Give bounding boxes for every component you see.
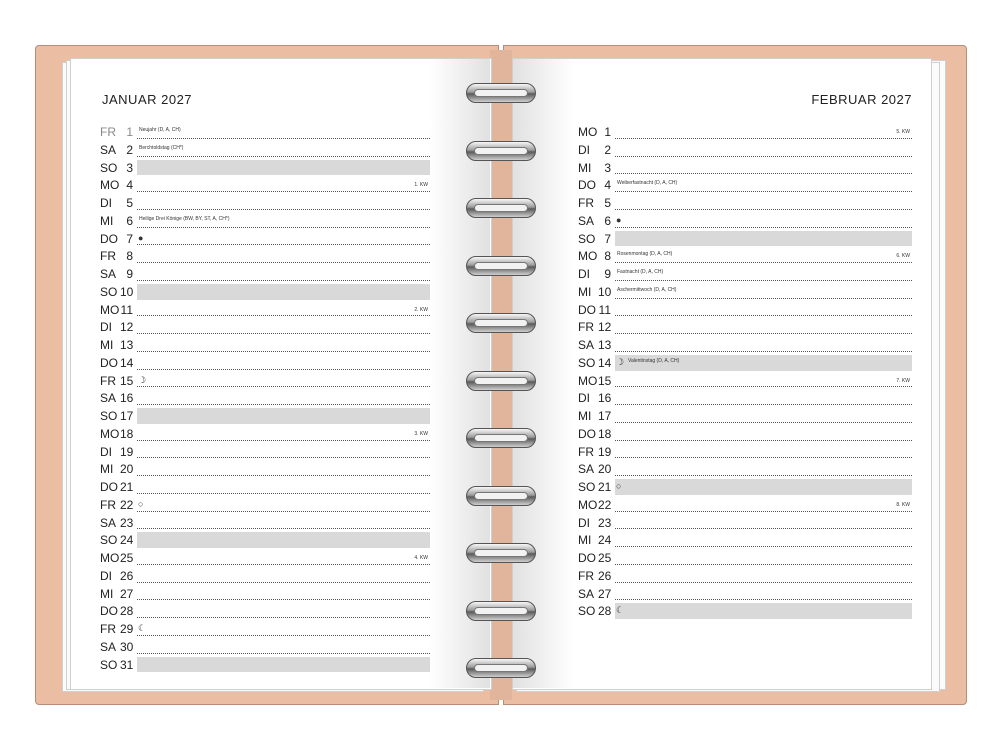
weekday-label: SA xyxy=(100,515,117,530)
day-number: 22 xyxy=(598,497,612,512)
day-row[interactable] xyxy=(100,372,430,390)
day-number: 5 xyxy=(604,196,611,210)
calendar-week-label: 1. KW xyxy=(414,182,428,189)
moon-phase-icon: ☾ xyxy=(616,605,625,616)
writing-line xyxy=(615,479,912,495)
writing-line xyxy=(137,386,430,387)
holiday-note: Weiberfastnacht (D, A, CH) xyxy=(617,180,678,187)
day-row[interactable] xyxy=(100,265,430,283)
weekday-label: SO xyxy=(100,533,118,548)
day-number: 16 xyxy=(120,391,134,406)
writing-line xyxy=(615,138,912,139)
weekday-label: SO xyxy=(100,284,118,299)
weekday-label: FR xyxy=(100,125,116,139)
holiday-note: Valentinstag (D, A, CH) xyxy=(628,357,680,364)
day-row[interactable] xyxy=(578,230,912,248)
spiral-ring xyxy=(466,371,536,393)
day-number: 4 xyxy=(126,178,133,193)
day-row[interactable] xyxy=(100,354,430,372)
weekday-label: MO xyxy=(100,302,120,317)
writing-line xyxy=(615,156,912,157)
day-number: 24 xyxy=(598,533,612,548)
day-row[interactable] xyxy=(100,425,430,443)
weekday-label: SA xyxy=(100,142,117,157)
day-row[interactable] xyxy=(100,318,430,336)
weekday-label: DI xyxy=(100,320,112,335)
day-row[interactable] xyxy=(100,159,430,177)
day-number: 18 xyxy=(120,426,134,441)
day-row[interactable] xyxy=(578,478,912,496)
writing-line xyxy=(615,599,912,600)
day-number: 13 xyxy=(598,338,612,352)
holiday-note: Aschermittwoch (D, A, CH) xyxy=(617,286,677,293)
weekday-label: DO xyxy=(100,355,118,370)
weekday-label: SA xyxy=(578,213,595,228)
weekday-label: MO xyxy=(578,249,598,264)
writing-line xyxy=(615,333,912,334)
day-row[interactable] xyxy=(100,283,430,301)
day-number: 15 xyxy=(120,373,134,388)
weekday-label: SA xyxy=(578,586,595,601)
day-number: 11 xyxy=(598,302,611,317)
writing-line xyxy=(137,408,430,424)
day-number: 10 xyxy=(120,284,134,299)
moon-phase-icon: ☽ xyxy=(616,356,625,367)
spiral-ring xyxy=(466,428,536,450)
day-number: 28 xyxy=(120,604,134,619)
calendar-week-label: 5. KW xyxy=(896,129,910,135)
day-row[interactable] xyxy=(578,496,912,514)
weekday-label: DO xyxy=(100,604,118,619)
day-number: 5 xyxy=(126,196,133,210)
weekday-label: FR xyxy=(100,497,116,512)
writing-line xyxy=(615,457,912,458)
writing-line xyxy=(137,262,430,263)
weekday-label: DI xyxy=(100,568,112,583)
spiral-ring xyxy=(466,601,536,623)
writing-line xyxy=(137,351,430,352)
weekday-label: SA xyxy=(100,639,117,654)
weekday-label: DO xyxy=(578,302,596,317)
calendar-week-label: 4. KW xyxy=(414,555,428,561)
writing-line xyxy=(137,227,430,228)
writing-line xyxy=(615,315,912,316)
calendar-week-label: 7. KW xyxy=(896,377,910,384)
day-row[interactable] xyxy=(100,656,430,674)
day-number: 8 xyxy=(604,249,611,264)
writing-line xyxy=(137,528,430,529)
writing-line xyxy=(615,603,912,619)
day-row[interactable] xyxy=(578,283,912,301)
weekday-label: SA xyxy=(578,338,595,352)
weekday-label: SA xyxy=(100,267,117,281)
weekday-label: MI xyxy=(100,586,114,601)
day-number: 22 xyxy=(120,497,134,512)
writing-line xyxy=(137,457,430,458)
day-row[interactable] xyxy=(578,247,912,265)
day-number: 28 xyxy=(598,604,612,619)
day-row[interactable] xyxy=(100,443,430,461)
day-number: 14 xyxy=(598,355,612,370)
day-row[interactable] xyxy=(578,336,912,354)
moon-phase-icon: ☽ xyxy=(138,374,147,385)
day-row[interactable] xyxy=(100,141,430,159)
spiral-ring xyxy=(466,313,536,335)
writing-line xyxy=(615,298,912,299)
weekday-label: MI xyxy=(578,284,592,299)
writing-line xyxy=(615,511,912,512)
weekday-label: SO xyxy=(100,160,118,175)
writing-line xyxy=(137,160,430,176)
writing-line xyxy=(137,599,430,600)
weekday-label: SO xyxy=(578,231,596,246)
day-row[interactable] xyxy=(578,318,912,336)
day-row[interactable] xyxy=(100,301,430,319)
writing-line xyxy=(615,546,912,547)
weekday-label: MO xyxy=(578,497,598,512)
day-row[interactable] xyxy=(100,389,430,407)
writing-line xyxy=(615,528,912,529)
weekday-label: FR xyxy=(100,622,116,636)
day-number: 6 xyxy=(604,213,611,228)
holiday-note: Berchtoldstag (CH*) xyxy=(139,144,184,151)
day-row[interactable] xyxy=(578,372,912,390)
writing-line xyxy=(137,440,430,441)
day-row[interactable] xyxy=(100,585,430,603)
weekday-label: DO xyxy=(578,426,596,441)
day-row[interactable] xyxy=(578,354,912,372)
day-row[interactable] xyxy=(100,567,430,585)
writing-line xyxy=(137,280,430,281)
writing-line xyxy=(137,564,430,565)
month-title-february: FEBRUAR 2027 xyxy=(811,92,912,107)
weekday-label: DI xyxy=(578,515,590,530)
day-row[interactable] xyxy=(578,602,912,620)
writing-line xyxy=(137,209,430,210)
day-number: 30 xyxy=(120,639,134,654)
day-number: 27 xyxy=(598,586,612,601)
day-number: 26 xyxy=(598,568,612,583)
weekday-label: DO xyxy=(578,551,596,565)
holiday-note: Heilige Drei Könige (BW, BY, ST, A, CH*) xyxy=(139,215,230,222)
weekday-label: DI xyxy=(100,196,112,210)
writing-line xyxy=(137,404,430,405)
day-number: 25 xyxy=(120,551,134,565)
day-number: 20 xyxy=(598,462,612,477)
day-list-february xyxy=(578,123,912,620)
spiral-ring xyxy=(466,256,536,278)
writing-line xyxy=(137,493,430,494)
day-number: 24 xyxy=(120,533,134,548)
writing-line xyxy=(615,351,912,352)
day-row[interactable] xyxy=(578,212,912,230)
writing-line xyxy=(137,315,430,316)
spiral-ring xyxy=(466,658,536,680)
holiday-note: Fastnacht (D, A, CH) xyxy=(617,269,664,275)
writing-line xyxy=(137,284,430,300)
day-row[interactable] xyxy=(100,336,430,354)
weekday-label: DI xyxy=(578,142,590,157)
moon-phase-icon: ● xyxy=(138,232,144,243)
writing-line xyxy=(137,244,430,245)
day-number: 19 xyxy=(120,444,134,459)
spiral-ring xyxy=(466,486,536,508)
day-number: 9 xyxy=(604,267,611,281)
day-row[interactable] xyxy=(578,301,912,319)
writing-line xyxy=(615,475,912,476)
day-row[interactable] xyxy=(578,549,912,567)
day-number: 18 xyxy=(598,426,612,441)
day-row[interactable] xyxy=(100,407,430,425)
writing-line xyxy=(137,582,430,583)
day-row[interactable] xyxy=(100,123,430,141)
writing-line xyxy=(137,138,430,139)
day-row[interactable] xyxy=(578,194,912,212)
day-row[interactable] xyxy=(100,230,430,248)
day-number: 14 xyxy=(120,355,134,370)
day-number: 11 xyxy=(120,302,133,317)
weekday-label: SO xyxy=(100,657,118,672)
day-number: 6 xyxy=(126,213,133,228)
weekday-label: SO xyxy=(578,355,596,370)
weekday-label: SO xyxy=(578,604,596,619)
weekday-label: MI xyxy=(578,160,592,175)
day-row[interactable] xyxy=(578,159,912,177)
day-number: 12 xyxy=(120,320,134,335)
day-number: 7 xyxy=(604,231,611,246)
writing-line xyxy=(137,191,430,192)
writing-line xyxy=(137,635,430,636)
writing-line xyxy=(615,404,912,405)
weekday-label: DO xyxy=(578,178,596,193)
day-row[interactable] xyxy=(100,496,430,514)
day-number: 16 xyxy=(598,391,612,406)
spiral-ring xyxy=(466,543,536,565)
day-number: 25 xyxy=(598,551,612,565)
writing-line xyxy=(615,440,912,441)
weekday-label: DO xyxy=(100,480,118,494)
day-number: 4 xyxy=(604,178,611,193)
writing-line xyxy=(615,231,912,247)
day-number: 3 xyxy=(604,160,611,175)
day-number: 21 xyxy=(598,480,612,494)
weekday-label: FR xyxy=(100,249,116,264)
weekday-label: SA xyxy=(100,391,117,406)
day-row[interactable] xyxy=(578,141,912,159)
day-row[interactable] xyxy=(100,602,430,620)
writing-line xyxy=(615,173,912,174)
calendar-week-label: 6. KW xyxy=(896,253,910,260)
day-number: 21 xyxy=(120,480,134,494)
weekday-label: MO xyxy=(578,373,598,388)
day-number: 20 xyxy=(120,462,134,477)
day-number: 29 xyxy=(120,622,134,636)
weekday-label: MO xyxy=(578,125,598,139)
writing-line xyxy=(615,386,912,387)
day-row[interactable] xyxy=(100,638,430,656)
writing-line xyxy=(137,475,430,476)
day-row[interactable] xyxy=(100,620,430,638)
spiral-ring xyxy=(466,83,536,105)
day-row[interactable] xyxy=(578,123,912,141)
weekday-label: SA xyxy=(578,462,595,477)
calendar-week-label: 2. KW xyxy=(414,306,428,313)
day-number: 23 xyxy=(120,515,134,530)
day-number: 15 xyxy=(598,373,612,388)
weekday-label: MO xyxy=(100,178,120,193)
day-number: 19 xyxy=(598,444,612,459)
day-row[interactable] xyxy=(578,176,912,194)
day-number: 23 xyxy=(598,515,612,530)
weekday-label: MI xyxy=(578,533,592,548)
writing-line xyxy=(137,156,430,157)
day-row[interactable] xyxy=(578,585,912,603)
writing-line xyxy=(615,582,912,583)
spiral-ring xyxy=(466,141,536,163)
day-number: 8 xyxy=(126,249,133,264)
day-row[interactable] xyxy=(578,514,912,532)
writing-line xyxy=(137,653,430,654)
weekday-label: MO xyxy=(100,426,120,441)
writing-line xyxy=(137,333,430,334)
day-number: 17 xyxy=(120,409,134,423)
writing-line xyxy=(137,657,430,673)
writing-line xyxy=(615,564,912,565)
writing-line xyxy=(137,511,430,512)
weekday-label: FR xyxy=(578,320,594,335)
day-number: 7 xyxy=(126,231,133,246)
weekday-label: MI xyxy=(100,213,114,228)
writing-line xyxy=(615,191,912,192)
day-row[interactable] xyxy=(100,549,430,567)
weekday-label: FR xyxy=(100,373,116,388)
day-number: 31 xyxy=(120,657,134,672)
day-row[interactable] xyxy=(100,531,430,549)
day-row[interactable] xyxy=(100,212,430,230)
weekday-label: MI xyxy=(100,462,114,477)
weekday-label: MI xyxy=(100,338,114,352)
holiday-note: Rosenmontag (D, A, CH) xyxy=(617,251,673,258)
weekday-label: MI xyxy=(578,409,592,423)
day-row[interactable] xyxy=(578,443,912,461)
day-row[interactable] xyxy=(578,407,912,425)
day-row[interactable] xyxy=(578,460,912,478)
day-row[interactable] xyxy=(100,176,430,194)
day-number: 27 xyxy=(120,586,134,601)
writing-line xyxy=(615,422,912,423)
day-row[interactable] xyxy=(578,265,912,283)
day-number: 1 xyxy=(126,125,133,139)
moon-phase-icon: ● xyxy=(616,214,622,225)
weekday-label: SO xyxy=(100,409,118,423)
moon-phase-icon: ○ xyxy=(616,481,622,491)
day-row[interactable] xyxy=(578,389,912,407)
moon-phase-icon: ☾ xyxy=(138,623,147,633)
writing-line xyxy=(137,617,430,618)
day-number: 13 xyxy=(120,338,134,352)
day-row[interactable] xyxy=(100,194,430,212)
weekday-label: DI xyxy=(578,267,590,281)
day-row[interactable] xyxy=(100,514,430,532)
calendar-week-label: 8. KW xyxy=(896,501,910,508)
day-row[interactable] xyxy=(578,425,912,443)
day-number: 2 xyxy=(604,142,611,157)
weekday-label: SO xyxy=(578,480,596,494)
day-number: 26 xyxy=(120,568,134,583)
writing-line xyxy=(615,209,912,210)
writing-line xyxy=(137,532,430,548)
holiday-note: Neujahr (D, A, CH) xyxy=(139,127,181,133)
day-number: 17 xyxy=(598,409,612,423)
day-row[interactable] xyxy=(100,478,430,496)
weekday-label: DI xyxy=(100,444,112,459)
day-number: 12 xyxy=(598,320,612,335)
writing-line xyxy=(615,227,912,228)
day-number: 3 xyxy=(126,160,133,175)
day-row[interactable] xyxy=(578,567,912,585)
calendar-week-label: 3. KW xyxy=(414,430,428,437)
weekday-label: DI xyxy=(578,391,590,406)
weekday-label: MO xyxy=(100,551,120,565)
moon-phase-icon: ○ xyxy=(138,498,144,509)
weekday-label: FR xyxy=(578,444,594,459)
writing-line xyxy=(615,262,912,263)
day-row[interactable] xyxy=(100,247,430,265)
weekday-label: DO xyxy=(100,231,118,246)
day-list-january xyxy=(100,123,430,673)
spiral-ring xyxy=(466,198,536,220)
day-number: 2 xyxy=(126,142,133,157)
day-number: 1 xyxy=(604,125,611,139)
writing-line xyxy=(615,280,912,281)
day-row[interactable] xyxy=(100,460,430,478)
day-row[interactable] xyxy=(578,531,912,549)
day-number: 9 xyxy=(126,267,133,281)
weekday-label: FR xyxy=(578,568,594,583)
weekday-label: FR xyxy=(578,196,594,210)
writing-line xyxy=(137,369,430,370)
day-number: 10 xyxy=(598,284,612,299)
month-title-january: JANUAR 2027 xyxy=(102,92,193,107)
